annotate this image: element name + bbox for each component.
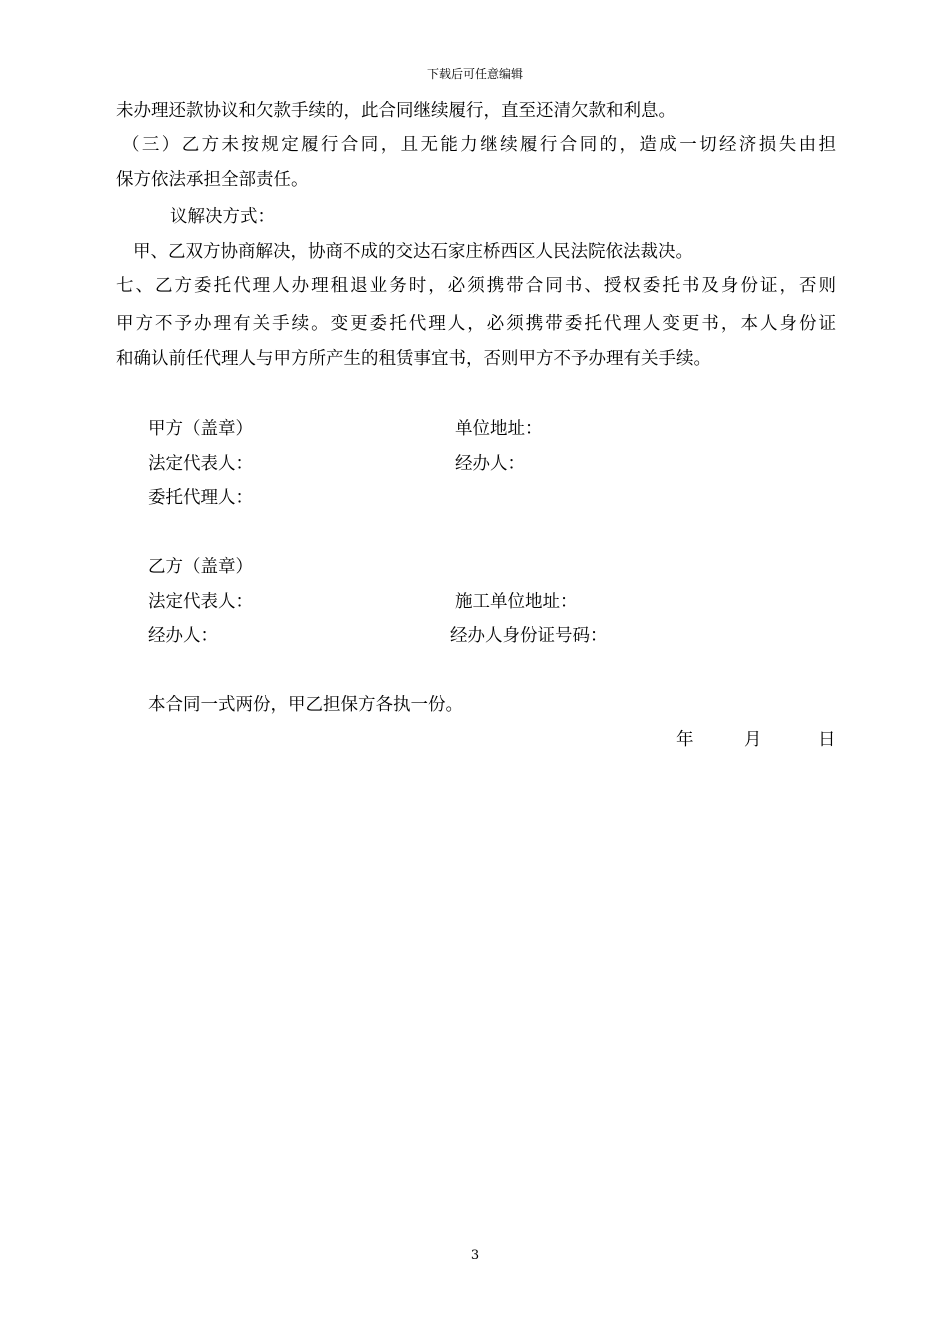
party-a-address-label: 单位地址： [455, 419, 543, 439]
party-b-legal-rep-label: 法定代表人： [148, 592, 253, 612]
copies-note: 本合同一式两份，甲乙担保方各执一份。 [148, 695, 463, 715]
party-b-title: 乙方（盖章） [148, 557, 253, 577]
party-a-title: 甲方（盖章） [148, 419, 253, 439]
date-year-label: 年 [676, 730, 694, 750]
party-a-legal-rep-label: 法定代表人： [148, 454, 253, 474]
body-line-5: 甲、乙双方协商解决，协商不成的交达石家庄桥西区人民法院依法裁决。 [133, 242, 693, 262]
party-a-agent-label: 委托代理人： [148, 488, 253, 508]
body-line-4: 议解决方式： [170, 207, 275, 227]
page-number: 3 [470, 1248, 480, 1263]
body-line-1: 未办理还款协议和欠款手续的，此合同继续履行，直至还清欠款和利息。 [116, 101, 676, 121]
body-line-8: 和确认前任代理人与甲方所产生的租赁事宜书，否则甲方不予办理有关手续。 [116, 349, 711, 369]
party-b-handler-id-label: 经办人身份证号码： [450, 626, 608, 646]
date-day-label: 日 [818, 730, 836, 750]
body-line-6: 七、乙方委托代理人办理租退业务时，必须携带合同书、授权委托书及身份证，否则 [116, 276, 836, 296]
party-b-handler-label: 经办人： [148, 626, 218, 646]
party-a-handler-label: 经办人： [455, 454, 525, 474]
party-b-site-address-label: 施工单位地址： [455, 592, 578, 612]
page-header-note: 下载后可任意编辑 [426, 67, 523, 81]
date-month-label: 月 [744, 730, 762, 750]
body-line-2: （三）乙方未按规定履行合同，且无能力继续履行合同的，造成一切经济损失由担 [122, 135, 836, 155]
body-line-7: 甲方不予办理有关手续。变更委托代理人，必须携带委托代理人变更书，本人身份证 [116, 314, 836, 334]
body-line-3: 保方依法承担全部责任。 [116, 170, 309, 190]
